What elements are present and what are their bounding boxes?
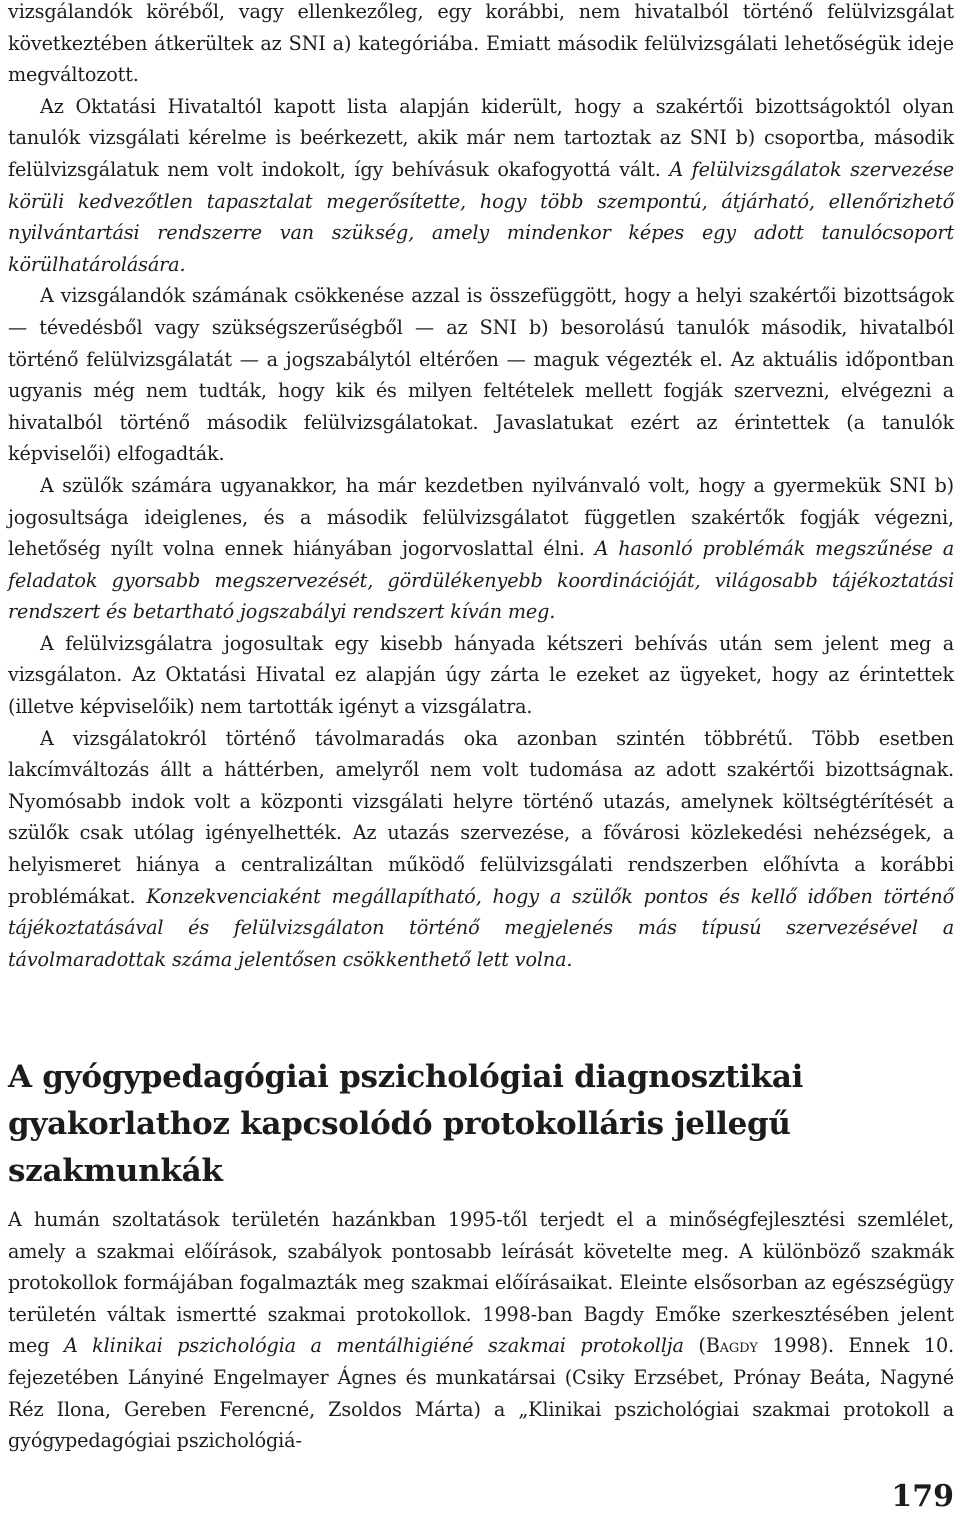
text-run: Az Oktatási Hivataltól kapott lista alapján kiderült, hogy a szakértői bizottságoktól olyan tanulók vizsgálati kérelme is beérkezett, akik már nem tartoztak az SNI b) csoportba, második felülvizsgálatuk nem volt indokolt, így behívásuk okafogyottá vált. [8,94,954,181]
document-page [8,0,954,1453]
paragraph [8,470,954,628]
author-name: Bagdy [705,1334,758,1358]
lower-text-section [8,1204,954,1457]
paragraph [8,628,954,723]
text-run: ( [683,1334,706,1358]
text-run: vizsgálandók köréből, vagy ellenkezőleg, egy korábbi, nem hivatalból történő felülvizsgálat következtében átkerültek az SNI a) kategóriába. Emiatt második felülvizsgálati lehetőségük ideje megváltozott. [8,0,954,87]
upper-text-section [8,0,954,975]
paragraph [8,91,954,281]
paragraph [8,280,954,470]
emphasis-text: A klinikai pszichológia a mentálhigiéné szakmai protokollja [63,1334,684,1358]
paragraph [8,723,954,976]
emphasis-text: A hasonló problémák megszűnése a feladatok gyorsabb megszervezését, gördülékenyebb koordinációját, világosabb tájékoztatási rendszert és betartható jogszabályi rendszert kíván meg. [8,537,954,624]
paragraph [8,1204,954,1457]
section-heading: A gyógypedagógiai pszichológiai diagnosztikai gyakorlathoz kapcsolódó protokolláris jellegű szakmunkák [8,1059,804,1189]
text-run: 1998). Ennek 10. fejezetében Lányiné Engelmayer Ágnes és munkatársai (Csiky Erzsébet, Prónay Beáta, Nagyné Réz Ilona, Gereben Ferencné, Zsoldos Márta) a „Klinikai pszichológiai szakmai protokoll a gyógypedagógiai pszichológiá- [8,1334,954,1453]
paragraph [8,0,954,91]
emphasis-text: A felülvizsgálatok szervezése körüli kedvezőtlen tapasztalat megerősítette, hogy több szempontú, átjárható, ellenőrizhető nyilvántartási rendszerre van szükség, amely mindenkor képes egy adott tanulócsoport körülhatárolására. [8,157,954,276]
text-run: A vizsgálandók számának csökkenése azzal is összefüggött, hogy a helyi szakértői bizottságok — tévedésből vagy szükségszerűségből — az SNI b) besorolású tanulók második, hivatalból történő felülvizsgálatát — a jogszabálytól eltérően — maguk végezték el. Az aktuális időpontban ugyanis még nem tudták, hogy kik és milyen feltételek mellett fogják szervezni, elvégezni a hivatalból történő második felülvizsgálatokat. Javaslatukat ezért az érintettek (a tanulók képviselői) elfogadták. [8,284,954,466]
text-run: A humán szoltatások területén hazánkban 1995-től terjedt el a minőségfejlesztési szemlélet, amely a szakmai előírások, szabályok pontosabb leírását követelte meg. A különböző szakmák protokollok formájában fogalmazták meg szakmai előírásaikat. Eleinte elsősorban az egészségügy területén váltak ismertté szakmai protokollok. 1998-ban Bagdy Emőke szerkesztésében jelent meg [8,1208,954,1358]
text-run: A szülők számára ugyanakkor, ha már kezdetben nyilvánvaló volt, hogy a gyermekük SNI b) jogosultsága ideiglenes, és a második felülvizsgálatot független szakértők fogják végezni, lehetőség nyílt volna ennek hiányában jogorvoslattal élni. [8,473,954,561]
emphasis-text: Konzekvenciaként megállapítható, hogy a szülők pontos és kellő időben történő tájékoztatásával és felülvizsgálaton történő megjelenés más típusú szervezésével a távolmaradottak száma jelentősen csökkenthető lett volna. [8,884,954,971]
text-run: A felülvizsgálatra jogosultak egy kisebb hányada kétszeri behívás után sem jelent meg a vizsgálaton. Az Oktatási Hivatal ez alapján úgy zárta le ezeket az ügyeket, hogy az érintettek (illetve képviselőik) nem tartották igényt a vizsgálatra. [8,631,954,719]
page-number: 179 [891,1479,954,1514]
text-run: A vizsgálatokról történő távolmaradás oka azonban szintén többrétű. Több esetben lakcímváltozás állt a háttérben, amelyről nem volt tudomása az adott szakértői bizottságnak. Nyomósabb indok volt a központi vizsgálati helyre történő utazás, amelynek költségtérítését a szülők csak utólag igényelhették. Az utazás szervezése, a fővárosi közlekedési nehézségek, a helyismeret hiánya a centralizáltan működő felülvizsgálati rendszerben előhívta a korábbi problémákat. [8,726,954,908]
